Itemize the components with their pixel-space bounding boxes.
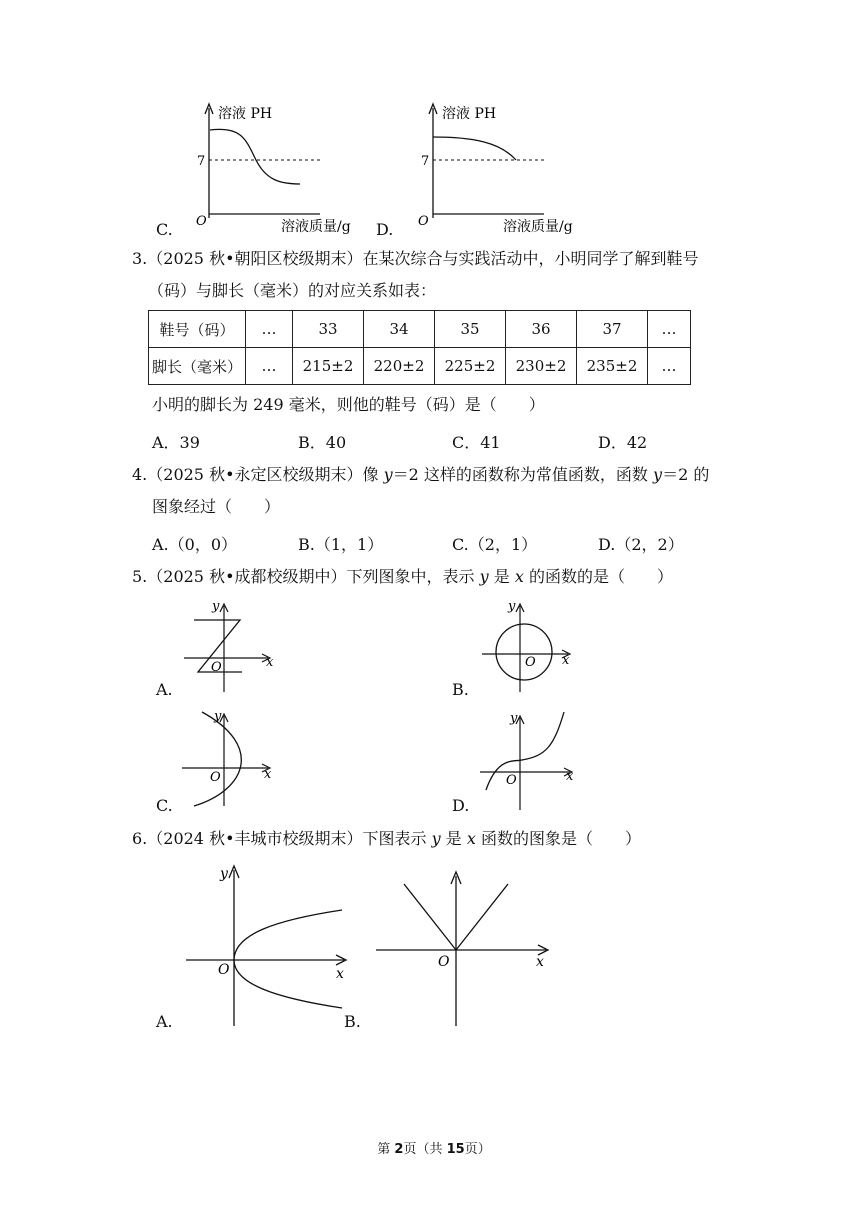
q3-option-c: C．41 [452, 433, 501, 452]
q6-stem-pre: 6.（2024 秋•丰城市校级期末）下图表示 [132, 829, 432, 848]
table-cell: 36 [506, 311, 577, 348]
footer-mid: 页（共 [403, 1142, 447, 1157]
q5-graph-c [176, 706, 286, 810]
q2d-ylabel: 溶液 PH [442, 106, 497, 122]
axis-x-label: x [566, 769, 574, 784]
q4-option-a: A.（0，0） [152, 535, 238, 554]
q2d-xlabel: 溶液质量/g [503, 219, 573, 235]
origin-label: O [506, 773, 517, 788]
q5-graph-b [478, 596, 588, 696]
axis-y-label: y [214, 709, 222, 724]
table-cell: 鞋号（码） [149, 311, 246, 348]
footer-total-pages: 15 [446, 1142, 465, 1157]
axis-y-label: y [508, 599, 516, 614]
q4-option-d: D.（2，2） [598, 535, 684, 554]
q5-label-d: D. [452, 796, 470, 815]
table-cell: … [246, 311, 293, 348]
q2d-origin: O [418, 214, 429, 229]
table-cell: … [648, 311, 691, 348]
q4-line1 [132, 464, 709, 486]
q6-label-b: B. [344, 1012, 361, 1031]
axis-x-label: x [266, 655, 274, 670]
table-cell: 230±2 [506, 348, 577, 385]
table-cell: 35 [435, 311, 506, 348]
q2c-seven: 7 [197, 154, 206, 169]
q5-stem-pre: 5.（2025 秋•成都校级期中）下列图象中，表示 [132, 567, 480, 586]
origin-label: O [218, 962, 230, 978]
origin-label: O [438, 954, 450, 970]
q2-option-d-graph [402, 98, 602, 233]
q4-var-y: y [653, 465, 663, 484]
origin-label: O [211, 660, 222, 675]
table-cell: … [246, 348, 293, 385]
q6-stem [132, 828, 641, 850]
q6-var-x: x [466, 829, 476, 848]
q4-line1-pre: 4.（2025 秋•永定区校级期末）像 [132, 465, 384, 484]
table-cell: 235±2 [577, 348, 648, 385]
q4-option-c: C.（2，1） [452, 535, 538, 554]
q5-stem-mid: 是 [488, 567, 515, 586]
q4-var-y: y [383, 465, 393, 484]
axis-y-label: y [220, 866, 228, 882]
q5-graph-a [176, 596, 286, 696]
q6-graph-a [180, 860, 360, 1030]
q2c-origin: O [196, 214, 207, 229]
q5-label-a: A. [156, 680, 173, 699]
footer-page-number: 2 [394, 1142, 404, 1157]
q4-line2: 图象经过（ ） [152, 497, 281, 516]
q2c-xlabel: 溶液质量/g [281, 219, 351, 235]
table-cell: 225±2 [435, 348, 506, 385]
q2c-ylabel: 溶液 PH [218, 106, 273, 122]
q5-stem [132, 566, 673, 588]
table-cell: 37 [577, 311, 648, 348]
q2-option-c-label: C. [156, 220, 173, 239]
footer-pre: 第 [377, 1142, 395, 1157]
axis-x-label: x [536, 954, 544, 970]
axis-y-label: y [212, 599, 220, 614]
q5-graph-d [478, 706, 588, 810]
table-cell: 脚长（毫米） [149, 348, 246, 385]
table-cell: 215±2 [293, 348, 364, 385]
q4-line1-post: ＝2 的 [662, 465, 710, 484]
table-cell: 33 [293, 311, 364, 348]
q6-graph-b [372, 868, 562, 1030]
axis-x-label: x [562, 653, 570, 668]
q2-option-d-label: D. [376, 220, 394, 239]
q3-line2: （码）与脚长（毫米）的对应关系如表： [148, 281, 437, 300]
q5-label-b: B. [452, 680, 469, 699]
q4-line1-mid: ＝2 这样的函数称为常值函数，函数 [392, 465, 654, 484]
table-row [149, 348, 691, 385]
q5-var-x: x [514, 567, 524, 586]
q4-option-b: B.（1，1） [298, 535, 384, 554]
table-row [149, 311, 691, 348]
q3-option-b: B．40 [298, 433, 347, 452]
q2d-seven: 7 [421, 154, 430, 169]
q6-label-a: A. [156, 1012, 173, 1031]
q5-stem-post: 的函数的是（ ） [523, 567, 673, 586]
table-cell: 34 [364, 311, 435, 348]
q6-var-y: y [431, 829, 441, 848]
q3-line1: 3.（2025 秋•朝阳区校级期末）在某次综合与实践活动中，小明同学了解到鞋号 [132, 249, 699, 268]
table-cell: … [648, 348, 691, 385]
page-footer [0, 1138, 868, 1157]
axis-y-label: y [510, 711, 518, 726]
q3-option-a: A．39 [152, 433, 200, 452]
q6-stem-mid: 是 [440, 829, 467, 848]
shoe-size-table [148, 310, 691, 385]
origin-label: O [525, 655, 536, 670]
q3-prompt: 小明的脚长为 249 毫米，则他的鞋号（码）是（ ） [152, 395, 545, 414]
table-cell: 220±2 [364, 348, 435, 385]
footer-post: 页） [464, 1142, 491, 1157]
q6-stem-post: 函数的图象是（ ） [475, 829, 641, 848]
q5-var-y: y [479, 567, 489, 586]
axis-x-label: x [264, 767, 272, 782]
q5-label-c: C. [156, 796, 173, 815]
q3-option-d: D．42 [598, 433, 648, 452]
q2-option-c-graph [180, 98, 351, 235]
axis-x-label: x [336, 966, 344, 982]
origin-label: O [210, 770, 221, 785]
